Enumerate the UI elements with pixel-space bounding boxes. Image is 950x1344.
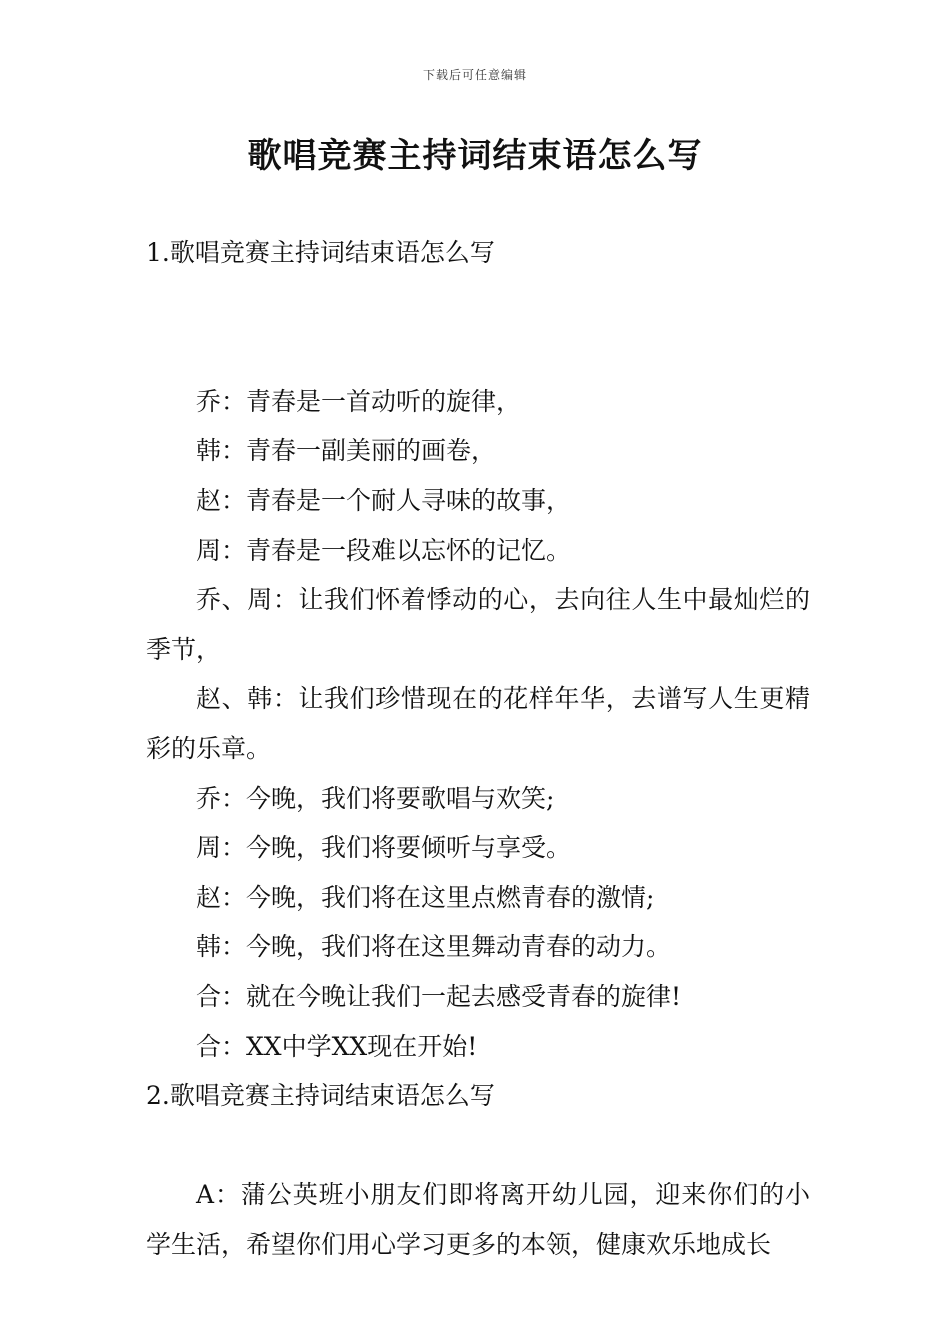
document-title: 歌唱竞赛主持词结束语怎么写: [247, 136, 703, 176]
blank-line: [146, 278, 810, 328]
document-body: [146, 228, 810, 1269]
paragraph: 赵：青春是一个耐人寻味的故事，: [196, 485, 572, 515]
page-header-note: 下载后可任意编辑: [422, 68, 527, 82]
paragraph: 周：今晚，我们将要倾听与享受。: [196, 833, 572, 863]
paragraph: 乔、周：让我们怀着悸动的心，去向往人生中最灿烂的季节，: [146, 585, 810, 664]
paragraph: 韩：今晚，我们将在这里舞动青春的动力。: [196, 932, 672, 962]
paragraph: 乔：今晚，我们将要歌唱与欢笑;: [196, 783, 555, 813]
paragraph: 赵、韩：让我们珍惜现在的花样年华，去谱写人生更精彩的乐章。: [146, 684, 810, 763]
paragraph: 合：就在今晚让我们一起去感受青春的旋律!: [196, 981, 682, 1011]
paragraph: 合：XX中学XX现在开始!: [196, 1031, 478, 1061]
paragraph: 韩：青春一副美丽的画卷，: [196, 436, 497, 466]
section-heading: 1.歌唱竞赛主持词结束语怎么写: [146, 238, 495, 267]
paragraph: 周：青春是一段难以忘怀的记忆。: [196, 535, 572, 565]
paragraph: 赵：今晚，我们将在这里点燃青春的激情;: [196, 882, 655, 912]
paragraph: 乔：青春是一首动听的旋律，: [196, 386, 522, 416]
section-heading: 2.歌唱竞赛主持词结束语怎么写: [146, 1081, 495, 1111]
blank-line: [146, 327, 810, 377]
blank-line: [146, 1121, 810, 1171]
paragraph: A：蒲公英班小朋友们即将离开幼儿园，迎来你们的小学生活，希望你们用心学习更多的本领，健康欢乐地成长: [146, 1180, 810, 1259]
